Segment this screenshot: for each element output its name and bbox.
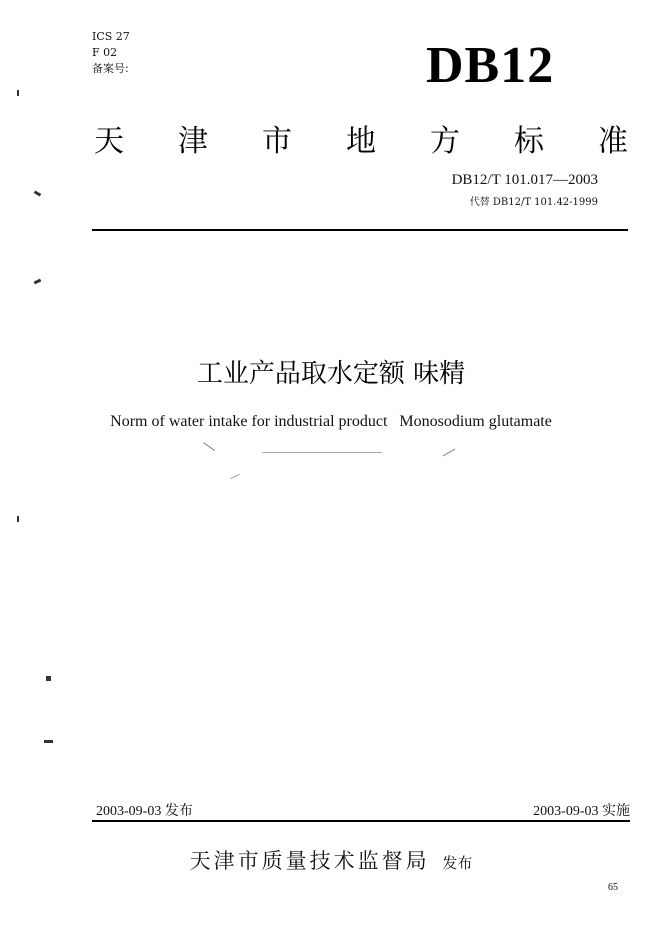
standard-code: DB12	[426, 37, 555, 94]
classification-code: F 02	[92, 46, 118, 59]
binding-mark	[44, 740, 53, 743]
binding-mark	[46, 676, 51, 681]
page-number: 65	[608, 882, 618, 893]
binding-mark	[34, 279, 42, 285]
binding-mark	[17, 516, 19, 522]
standard-type-char: 标	[514, 124, 544, 159]
ics-code: ICS 27	[92, 30, 130, 43]
implementation-date: 2003-09-03 实施	[533, 804, 630, 819]
standard-type-char: 准	[598, 124, 628, 159]
title-chinese: 工业产品取水定额 味精	[196, 359, 466, 389]
standard-type-char: 地	[346, 124, 376, 159]
replaces-note: 代替 DB12/T 101.42-1999	[469, 197, 598, 208]
scan-speck	[443, 449, 456, 457]
issuing-authority	[0, 845, 662, 875]
standard-type-char: 方	[430, 124, 460, 159]
title-english: Norm of water intake for industrial product Monosodium glutamate	[110, 413, 552, 430]
header-divider	[92, 229, 628, 231]
standard-type-char: 天	[94, 124, 124, 159]
document-number: DB12/T 101.017—2003	[451, 172, 598, 188]
issuer-suffix: 发布	[442, 854, 473, 872]
standard-type-heading	[94, 116, 628, 160]
scan-speck	[230, 474, 239, 479]
binding-mark	[34, 190, 42, 196]
standard-type-char: 市	[262, 124, 292, 159]
binding-mark	[17, 90, 19, 96]
issuer-name: 天津市质量技术监督局	[189, 849, 430, 873]
publish-date: 2003-09-03 发布	[96, 804, 193, 819]
standard-type-char: 津	[178, 124, 208, 159]
footer-divider	[92, 820, 630, 822]
record-number-label: 备案号:	[92, 62, 129, 75]
scan-speck	[262, 452, 382, 453]
scan-speck	[203, 442, 215, 451]
